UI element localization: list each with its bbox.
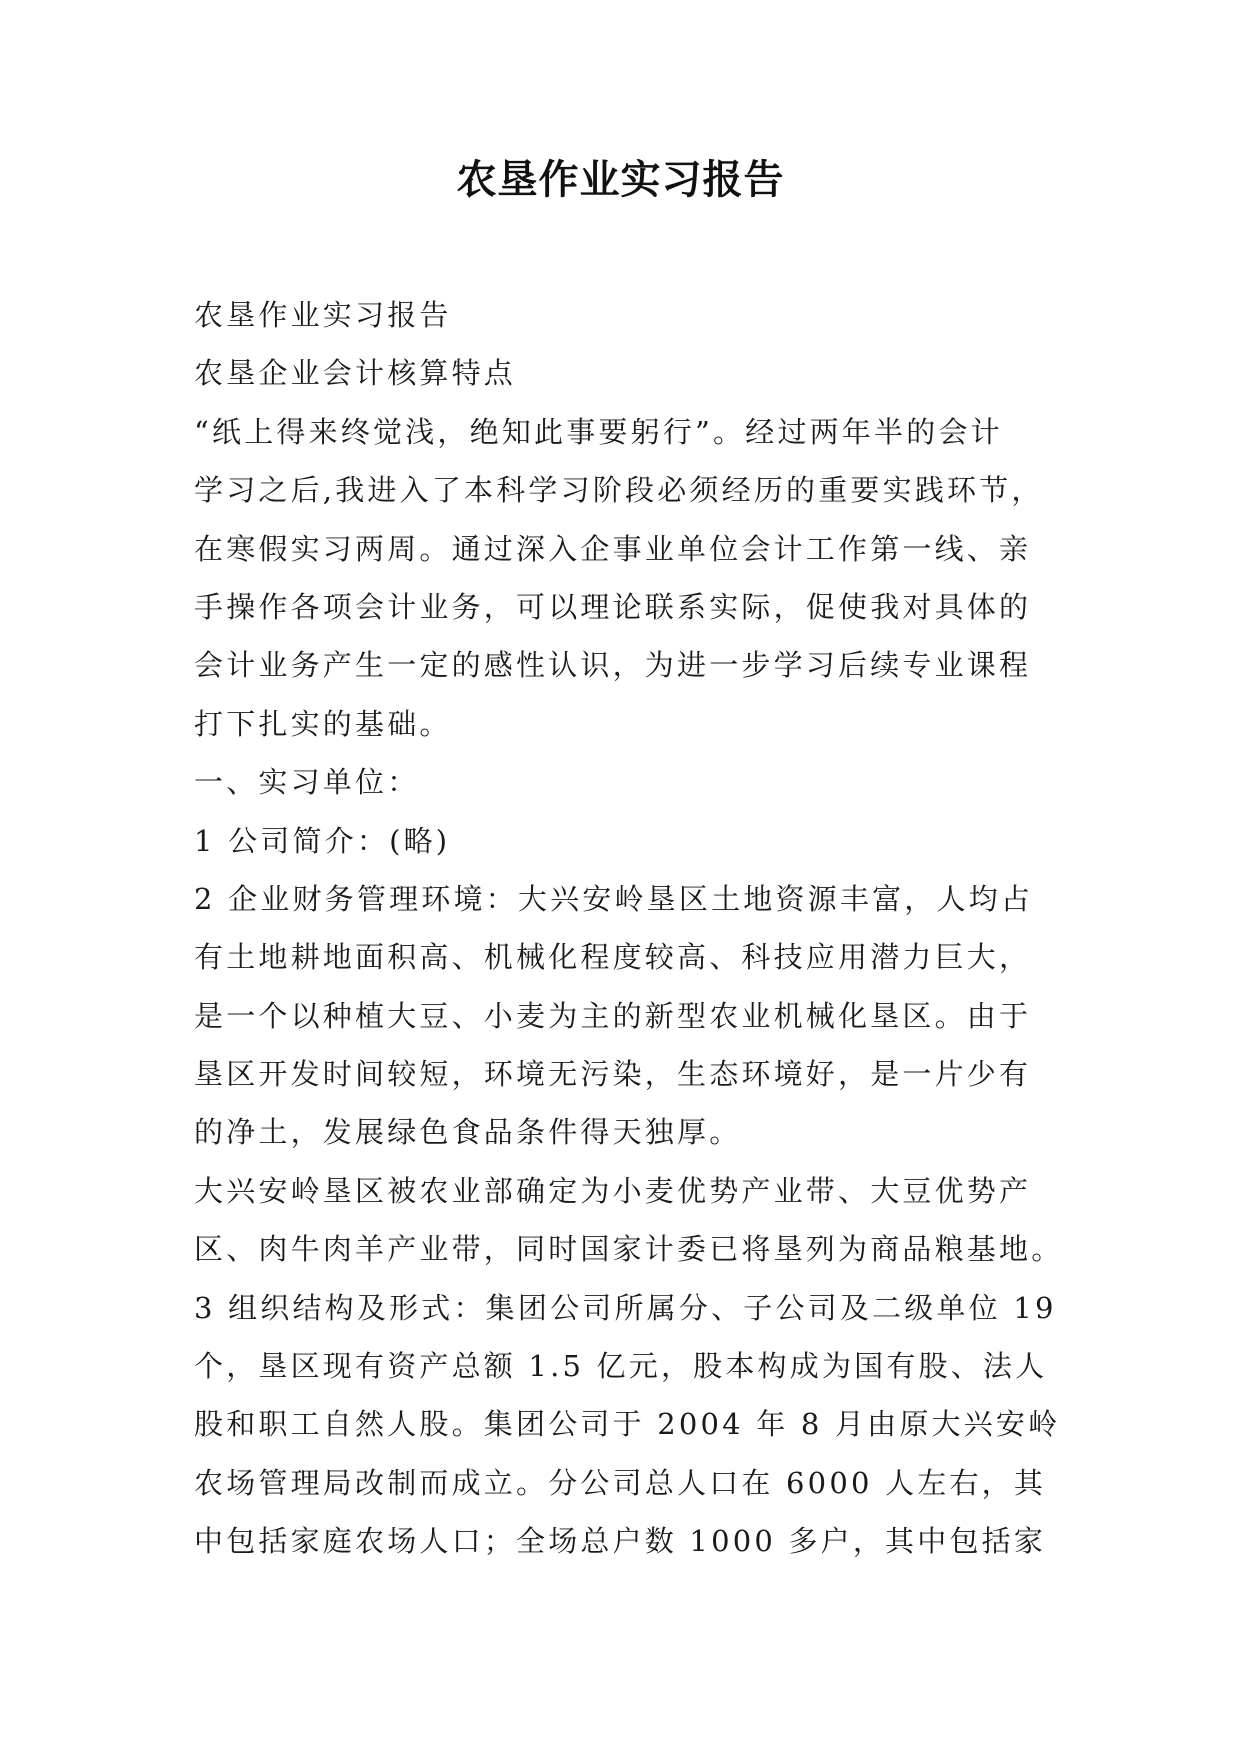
body-line: 农垦企业会计核算特点 [194,356,517,391]
body-line: 3 组织结构及形式：集团公司所属分、子公司及二级单位 19 [194,1290,1057,1325]
body-line: 有土地耕地面积高、机械化程度较高、科技应用潜力巨大， [194,940,1032,975]
body-line: 个，垦区现有资产总额 1.5 亿元，股本构成为国有股、法人 [194,1349,1048,1384]
body-line: 手操作各项会计业务，可以理论联系实际，促使我对具体的 [194,589,1032,624]
body-line: 在寒假实习两周。通过深入企事业单位会计工作第一线、亲 [194,531,1032,566]
body-line: 农垦作业实习报告 [194,298,452,332]
body-line: 农场管理局改制而成立。分公司总人口在 6000 人左右，其 [194,1465,1047,1500]
body-line: “纸上得来终觉浅，绝知此事要躬行”。经过两年半的会计 [194,414,1003,449]
body-line: 是一个以种植大豆、小麦为主的新型农业机械化垦区。由于 [194,998,1032,1033]
document-title: 农垦作业实习报告 [456,156,785,203]
body-line: 股和职工自然人股。集团公司于 2004 年 8 月由原大兴安岭 [194,1407,1061,1442]
body-line: 中包括家庭农场人口；全场总户数 1000 多户，其中包括家 [194,1524,1047,1559]
body-line: 的净土，发展绿色食品条件得天独厚。 [194,1115,742,1150]
body-line: 2 企业财务管理环境：大兴安岭垦区土地资源丰富，人均占 [194,881,1034,916]
body-line: 会计业务产生一定的感性认识，为进一步学习后续专业课程 [194,648,1032,683]
section-heading: 一、实习单位： [194,765,420,800]
document-body [194,286,1074,1571]
body-line: 1 公司简介：(略) [194,823,451,858]
body-line: 学习之后,我进入了本科学习阶段必须经历的重要实践环节， [194,473,1044,508]
body-line: 大兴安岭垦区被农业部确定为小麦优势产业带、大豆优势产 [194,1173,1032,1208]
body-line: 打下扎实的基础。 [194,706,452,741]
body-line: 区、肉牛肉羊产业带，同时国家计委已将垦列为商品粮基地。 [194,1232,1064,1267]
body-line: 垦区开发时间较短，环境无污染，生态环境好，是一片少有 [194,1057,1032,1092]
